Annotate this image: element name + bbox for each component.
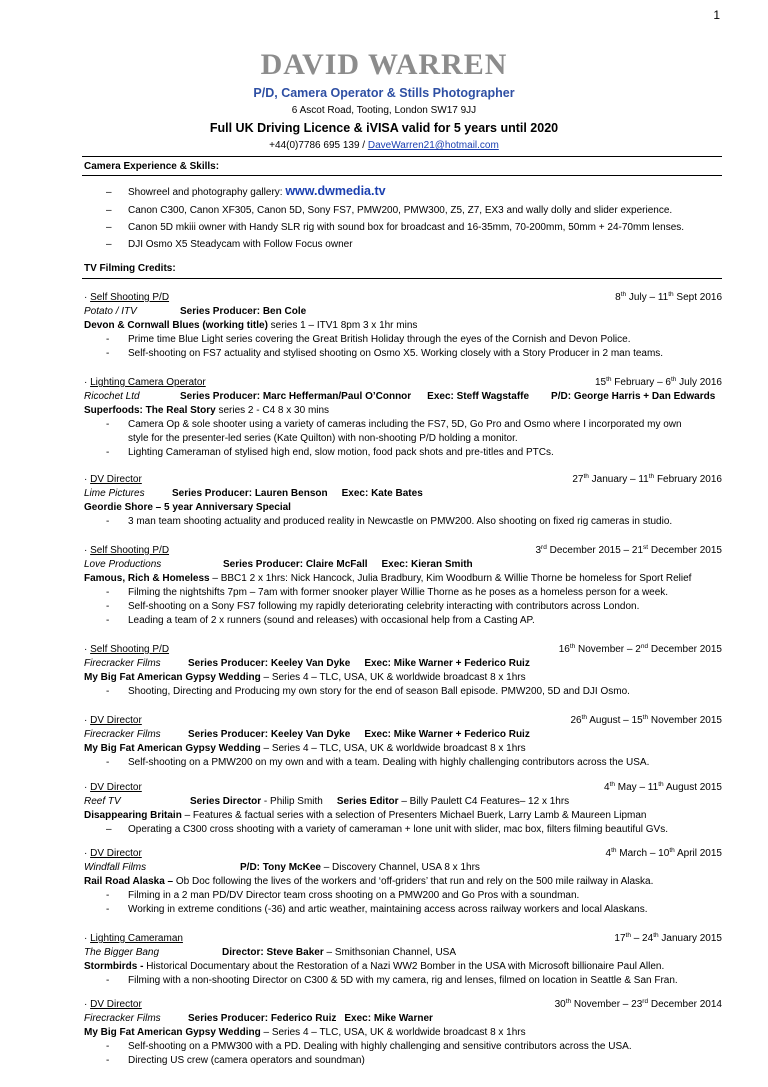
credit-producer: Series Producer: Ben Cole	[180, 306, 307, 317]
credit-show: Rail Road Alaska –	[84, 876, 174, 887]
credit-show: Devon & Cornwall Blues (working title)	[84, 320, 268, 331]
credit-bullet: - Camera Op & sole shooter using a variety of cameras including the FS7, 5D, Go Pro and Osmo where I incorporated my own style for the presenter-led series (Kate Quilton) with non-shooting P/D holding a monitor.	[84, 418, 722, 446]
credit-bullet: - Self-shooting on a Sony FS7 following my rapidly deteriorating celebrity interacting with contributors across London.	[84, 600, 722, 614]
credit-bullet: - Directing US crew (camera operators and soundman)	[84, 1054, 722, 1068]
credit-entry: · Lighting Camera Operator 15th February – 6th July 2016 Ricochet Ltd Series Producer: Marc Hefferman/Paul O’Connor Exec: Steff Wagstaffe P/D: George Harris + Dan Edwards Superfoods: The Real Story series 2 - C4 8 x 30 mins - Camera Op & sole shooter using a variety of cameras including the FS7, 5D, Go Pro and Osmo where I incorporated my own style for the presenter-led series (Kate Quilton) with non-shooting P/D holding a monitor. - Lighting Cameraman of stylised high end, slow motion, food pack shots and pre-titles and PTCs.	[84, 376, 722, 460]
credit-producer: Series Producer: Keeley Van Dyke	[188, 729, 351, 740]
credit-entry: · Self Shooting P/D 8th July – 11th Sept 2016 Potato / ITV Series Producer: Ben Cole Devon & Cornwall Blues (working title) series 1 – ITV1 8pm 3 x 1hr mins - Prime time Blue Light series covering the Great British Holiday through the eyes of the Cornish and Devon Police. - Self-shooting on FS7 actuality and stylised shooting on Osmo X5. Working closely with a Story Producer in 2 man teams.	[84, 291, 722, 361]
credit-bullet: - Self-shooting on a PMW300 with a PD. Dealing with highly challenging and sensitive contributors across the USA.	[84, 1040, 722, 1054]
credit-show: My Big Fat American Gypsy Wedding	[84, 1027, 261, 1038]
credit-role: DV Director	[90, 715, 142, 726]
credit-date: 4th March – 10th April 2015	[605, 847, 722, 859]
skill-item: – Canon C300, Canon XF305, Canon 5D, Sony FS7, PMW200, PMW300, Z5, Z7, EX3 and wally dolly and slider experience.	[106, 205, 673, 216]
candidate-name: DAVID WARREN	[260, 48, 508, 81]
credit-date: 8th July – 11th Sept 2016	[615, 291, 722, 303]
credit-bullet: – Operating a C300 cross shooting with a variety of cameraman + lone unit with slider, mac box, filters filming beautiful GVs.	[84, 823, 722, 837]
credit-date: 3rd December 2015 – 21st December 2015	[535, 544, 722, 556]
credit-role: Self Shooting P/D	[90, 644, 170, 655]
credit-bullet: - Prime time Blue Light series covering the Great British Holiday through the eyes of the Cornish and Devon Police.	[84, 333, 722, 347]
credit-producer: P/D: Tony McKee	[240, 862, 321, 873]
credit-company: Firecracker Films	[84, 729, 161, 740]
credit-bullet: - Working in extreme conditions (-36) and artic weather, maintaining access across railway workers and local Alaskans.	[84, 903, 722, 917]
credits-title: TV Filming Credits:	[84, 263, 176, 274]
credit-show: Disappearing Britain	[84, 810, 182, 821]
credit-company: Lime Pictures	[84, 488, 145, 499]
credit-date: 17th – 24th January 2015	[614, 932, 722, 944]
credit-company: Love Productions	[84, 559, 162, 570]
candidate-title: P/D, Camera Operator & Stills Photographer	[253, 86, 515, 100]
skill-item: – DJI Osmo X5 Steadycam with Follow Focus owner	[106, 239, 353, 250]
credit-entry: · DV Director 26th August – 15th November 2015 Firecracker Films Series Producer: Keeley Van Dyke Exec: Mike Warner + Federico Ruiz My Big Fat American Gypsy Wedding – Series 4 – TLC, USA, UK & worldwide broadcast 8 x 1hrs - Self-shooting on a PMW200 on my own and with a team. Dealing with highly challenging contributors across the USA.	[84, 714, 722, 770]
credit-producer: Series Producer: Federico Ruiz	[188, 1013, 337, 1024]
credit-role: DV Director	[90, 474, 142, 485]
credit-exec: Exec: Steff Wagstaffe	[427, 391, 530, 402]
contact-line	[0, 140, 768, 151]
credit-exec: Exec: Mike Warner	[344, 1013, 433, 1024]
showreel-link[interactable]: www.dwmedia.tv	[285, 184, 386, 198]
credit-entry: · DV Director 27th January – 11th February 2016 Lime Pictures Series Producer: Lauren Benson Exec: Kate Bates Geordie Shore – 5 year Anniversary Special - 3 man team shooting actuality and produced reality in Newcastle on PMW200. Also shooting on fixed rig cameras in studio.	[84, 473, 722, 529]
skill-item: – Canon 5D mkiii owner with Handy SLR rig with sound box for broadcast and 16-35mm, 70-200mm, 50mm + 24-70mm lenses.	[106, 222, 685, 233]
credit-producer: Series Director	[190, 796, 262, 807]
credit-bullet: - Lighting Cameraman of stylised high end, slow motion, food pack shots and pre-titles and PTCs.	[84, 446, 722, 460]
credit-show: Famous, Rich & Homeless	[84, 573, 210, 584]
credit-pd: P/D: George Harris + Dan Edwards	[551, 391, 716, 402]
credit-bullet: - Leading a team of 2 x runners (sound and releases) with occasional help from a Casting AP.	[84, 614, 722, 628]
credit-date: 30th November – 23rd December 2014	[554, 998, 722, 1010]
credit-company: Potato / ITV	[84, 306, 137, 317]
credit-editor: Series Editor	[336, 796, 399, 807]
credit-producer: Series Producer: Keeley Van Dyke	[188, 658, 351, 669]
section-divider	[82, 175, 722, 176]
credit-bullet: - Filming the nightshifts 7pm – 7am with former snooker player Willie Thorne as he poses as a homeless person for a week.	[84, 586, 722, 600]
credit-role: Self Shooting P/D	[90, 545, 170, 556]
credit-company: Ricochet Ltd	[84, 391, 140, 402]
credit-bullet: - Filming in a 2 man PD/DV Director team cross shooting on a PMW200 and Go Pros with a soundman.	[84, 889, 722, 903]
credit-bullet: - Self-shooting on a PMW200 on my own and with a team. Dealing with highly challenging contributors across the USA.	[84, 756, 722, 770]
credit-bullet: - 3 man team shooting actuality and produced reality in Newcastle on PMW200. Also shooting on fixed rig cameras in studio.	[84, 515, 722, 529]
credit-company: Windfall Films	[84, 862, 147, 873]
credit-show: My Big Fat American Gypsy Wedding	[84, 672, 261, 683]
credit-producer: Series Producer: Marc Hefferman/Paul O’Connor	[180, 391, 412, 402]
section-divider	[82, 278, 722, 279]
credit-entry: · DV Director 30th November – 23rd December 2014 Firecracker Films Series Producer: Federico Ruiz Exec: Mike Warner My Big Fat American Gypsy Wedding – Series 4 – TLC, USA, UK & worldwide broadcast 8 x 1hrs - Self-shooting on a PMW300 with a PD. Dealing with highly challenging and sensitive contributors across the USA. - Directing US crew (camera operators and soundman)	[84, 998, 722, 1068]
credit-exec: Exec: Kate Bates	[341, 488, 423, 499]
credit-exec: Exec: Mike Warner + Federico Ruiz	[364, 729, 530, 740]
credit-entry: · Self Shooting P/D 3rd December 2015 – 21st December 2015 Love Productions Series Producer: Claire McFall Exec: Kieran Smith Famous, Rich & Homeless – BBC1 2 x 1hrs: Nick Hancock, Julia Bradbury, Kim Woodburn & Willie Thorne be homeless for Sport Relief - Filming the nightshifts 7pm – 7am with former snooker player Willie Thorne as he poses as a homeless person for a week. - Self-shooting on a Sony FS7 following my rapidly deteriorating celebrity interacting with contributors across London. - Leading a team of 2 x runners (sound and releases) with occasional help from a Casting AP.	[84, 544, 722, 628]
credit-company: Firecracker Films	[84, 658, 161, 669]
credit-role: Lighting Cameraman	[90, 933, 183, 944]
credit-role: Lighting Camera Operator	[90, 377, 206, 388]
skill-item: – Showreel and photography gallery: www.dwmedia.tv	[106, 184, 386, 198]
credit-date: 4th May – 11th August 2015	[604, 781, 722, 793]
credit-exec: Exec: Kieran Smith	[381, 559, 473, 570]
credit-entry: · DV Director 4th May – 11th August 2015 Reef TV Series Director - Philip Smith Series Editor – Billy Paulett C4 Features– 12 x 1hrs Disappearing Britain – Features & factual series with a selection of Presenters Michael Buerk, Larry Lamb & Maureen Lipman – Operating a C300 cross shooting with a variety of cameraman + lone unit with slider, mac box, filters filming beautiful GVs.	[84, 781, 722, 837]
phone-number: +44(0)7786 695 139 /	[269, 140, 368, 151]
credit-company: Reef TV	[84, 796, 121, 807]
credit-company: The Bigger Bang	[84, 947, 160, 958]
skills-title: Camera Experience & Skills:	[84, 161, 220, 172]
credit-show: Geordie Shore – 5 year Anniversary Special	[84, 502, 291, 513]
address: 6 Ascot Road, Tooting, London SW17 9JJ	[291, 105, 477, 116]
credit-show: Superfoods: The Real Story	[84, 405, 216, 416]
credit-show: My Big Fat American Gypsy Wedding	[84, 743, 261, 754]
credit-role: DV Director	[90, 782, 142, 793]
credit-exec: Exec: Mike Warner + Federico Ruiz	[364, 658, 530, 669]
section-divider	[82, 156, 722, 157]
credit-producer: Director: Steve Baker	[222, 947, 324, 958]
credit-producer: Series Producer: Lauren Benson	[172, 488, 328, 499]
credit-date: 26th August – 15th November 2015	[570, 714, 722, 726]
credit-producer: Series Producer: Claire McFall	[223, 559, 368, 570]
page-number: 1	[713, 8, 720, 22]
credit-date: 16th November – 2nd December 2015	[558, 643, 722, 655]
credit-role: DV Director	[90, 848, 142, 859]
credit-bullet: - Self-shooting on FS7 actuality and stylised shooting on Osmo X5. Working closely with a Story Producer in 2 man teams.	[84, 347, 722, 361]
email-link[interactable]: DaveWarren21@hotmail.com	[367, 140, 499, 151]
licence-statement: Full UK Driving Licence & iVISA valid for 5 years until 2020	[209, 121, 559, 135]
credit-bullet: - Shooting, Directing and Producing my own story for the end of season Ball episode. PMW200, 5D and DJI Osmo.	[84, 685, 722, 699]
credit-bullet: - Filming with a non-shooting Director on C300 & 5D with my camera, rig and lenses, filmed on location in Seattle & San Fran.	[84, 974, 722, 988]
credit-entry: · Lighting Cameraman 17th – 24th January 2015 The Bigger Bang Director: Steve Baker – Smithsonian Channel, USA Stormbirds - Historical Documentary about the Restoration of a Nazi WW2 Bomber in the USA with Microsoft billionaire Paul Allen. - Filming with a non-shooting Director on C300 & 5D with my camera, rig and lenses, filmed on location in Seattle & San Fran.	[84, 932, 722, 988]
credit-role: DV Director	[90, 999, 142, 1010]
credit-date: 27th January – 11th February 2016	[572, 473, 722, 485]
credit-entry: · DV Director 4th March – 10th April 2015 Windfall Films P/D: Tony McKee – Discovery Channel, USA 8 x 1hrs Rail Road Alaska – Ob Doc following the lives of the workers and ‘off-griders’ that run and rely on the 500 mile railway in Alaska. - Filming in a 2 man PD/DV Director team cross shooting on a PMW200 and Go Pros with a soundman. - Working in extreme conditions (-36) and artic weather, maintaining access across railway workers and local Alaskans.	[84, 847, 722, 917]
credit-date: 15th February – 6th July 2016	[594, 376, 722, 388]
credit-show: Stormbirds -	[84, 961, 144, 972]
credit-company: Firecracker Films	[84, 1013, 161, 1024]
credit-entry: · Self Shooting P/D 16th November – 2nd December 2015 Firecracker Films Series Producer: Keeley Van Dyke Exec: Mike Warner + Federico Ruiz My Big Fat American Gypsy Wedding – Series 4 – TLC, USA, UK & worldwide broadcast 8 x 1hrs - Shooting, Directing and Producing my own story for the end of season Ball episode. PMW200, 5D and DJI Osmo.	[84, 643, 722, 699]
credit-role: Self Shooting P/D	[90, 292, 170, 303]
